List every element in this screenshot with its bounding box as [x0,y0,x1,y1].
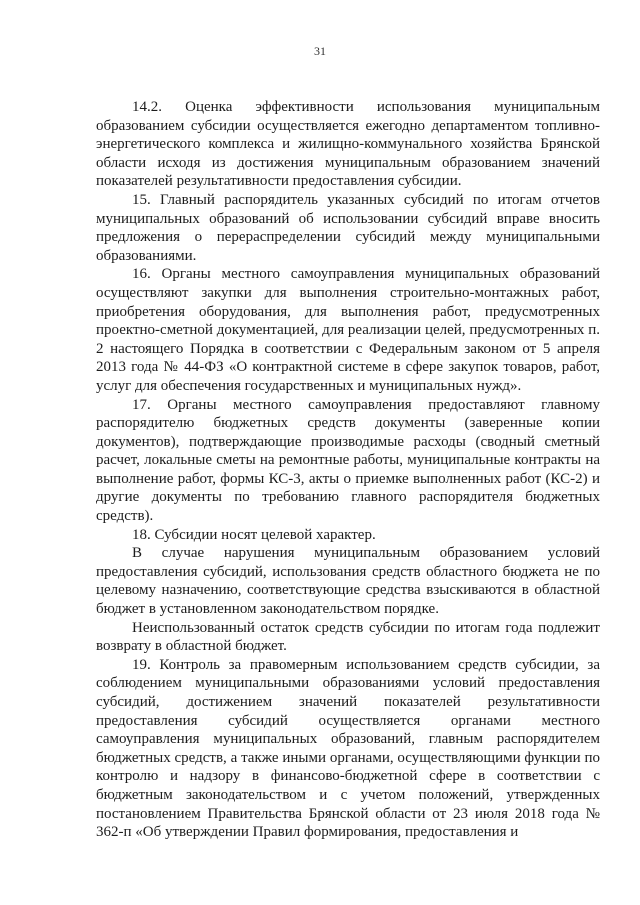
document-body [96,98,600,842]
page-number: 31 [314,44,326,58]
paragraph-16: 16. Органы местного самоуправления муниципальных образований осуществляют закупки для выполнения строительно-монтажных работ, приобретения оборудования, для выполнения работ, предусмотренных проектно-сметной документацией, для реализации целей, предусмотренных п. 2 настоящего Порядка в соответствии с Федеральным законом от 5 апреля 2013 года № 44-ФЗ «О контрактной системе в сфере закупок товаров, работ, услуг для обеспечения государственных и муниципальных нужд». [96,266,600,394]
paragraph-17: 17. Органы местного самоуправления предоставляют главному распорядителю бюджетных средств документы (заверенные копии документов), подтверждающие производимые расходы (сводный сметный расчет, локальные сметы на ремонтные работы, муниципальные контракты на выполнение работ, формы КС-3, акты о приемке выполненных работ (КС-2) и другие документы по требованию главного распорядителя бюджетных средств). [96,396,600,525]
paragraph-18: 18. Субсидии носят целевой характер. [132,526,376,543]
paragraph-15: 15. Главный распорядитель указанных субсидий по итогам отчетов муниципальных образований об использовании субсидий вправе вносить предложения о перераспределении субсидий между муниципальными образованиями. [96,191,600,264]
paragraph-19: 19. Контроль за правомерным использованием средств субсидии, за соблюдением муниципальными образованиями условий предоставления субсидий, достижением значений показателей результативности предоставления субсидий осуществляется органами местного самоуправления муниципальных образований, главным распорядителем бюджетных средств, а также иными органами, осуществляющими функции по контролю и надзору в финансово-бюджетной сфере в соответствии с бюджетным законодательством и с учетом положений, утвержденных постановлением Правительства Брянской области от 23 июля 2018 года № 362-п «Об утверждении Правил формирования, предоставления и [96,656,600,841]
paragraph-14-2: 14.2. Оценка эффективности использования муниципальным образованием субсидии осуществляется ежегодно департаментом топливно-энергетического комплекса и жилищно-коммунального хозяйства Брянской области исходя из достижения муниципальным образованием значений показателей результативности предоставления субсидии. [96,99,600,190]
paragraph-18-remainder: Неиспользованный остаток средств субсидии по итогам года подлежит возврату в областной бюджет. [96,619,600,655]
paragraph-18-violation: В случае нарушения муниципальным образованием условий предоставления субсидий, использования средств областного бюджета не по целевому назначению, соответствующие средства взыскиваются в областной бюджет в установленном законодательством порядке. [96,545,600,618]
